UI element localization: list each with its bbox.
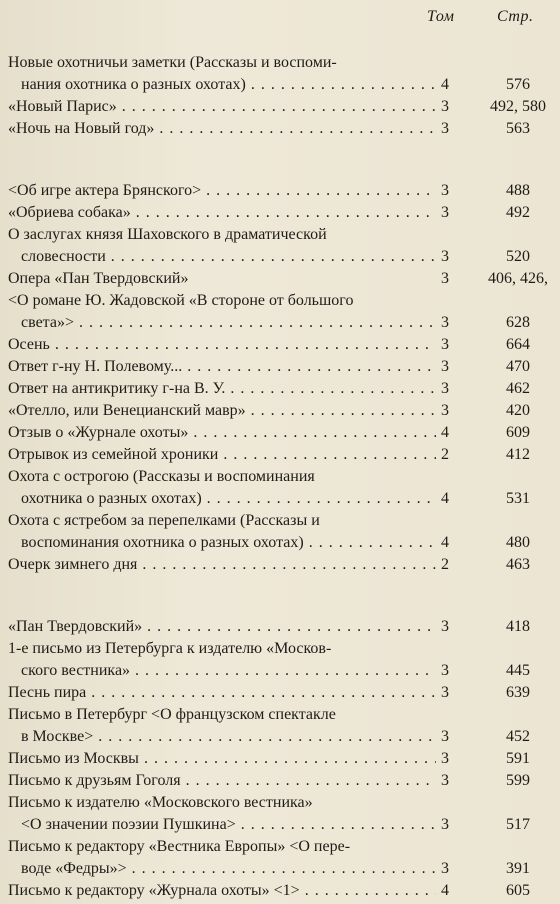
entry-title-line: <О значении поэзии Пушкина> . . . [8,814,436,836]
entry-title-line: Отрывок из семейной хроники . . . [8,444,436,466]
entry-page: 628 [506,314,530,331]
index-entry [8,444,560,466]
entry-volume: 4 [441,882,449,899]
entry-page: 576 [506,76,530,93]
entry-title-line: воспоминания охотника о разных охотах) . . . [8,532,436,554]
entry-page: 391 [506,860,530,877]
entry-page: 520 [506,248,530,265]
entry-title [8,770,436,792]
entry-title-line: Письмо к друзьям Гоголя . . . [8,770,436,792]
entry-title [8,638,436,682]
entry-title [8,466,436,510]
entry-page: 492, 580 [490,98,546,115]
entry-title-line: Ответ на антикритику г-на В. У. . . . [8,378,436,400]
index-entry [8,96,560,118]
entry-title-line: Очерк зимнего дня . . . [8,554,436,576]
index-entry [8,378,560,400]
entry-page: 531 [506,490,530,507]
entry-title [8,290,436,334]
index-entry [8,616,560,638]
entry-page: 664 [506,336,530,353]
entry-page: 563 [506,120,530,137]
entry-title-line: Ответ г-ну Н. Полевому... . . . [8,356,436,378]
entry-title-line: «Отелло, или Венецианский мавр» . . . [8,400,436,422]
entry-volume: 3 [441,248,449,265]
entry-title [8,682,436,704]
entry-title-line: в Москве> . . . [8,726,436,748]
index-entry [8,704,560,748]
entry-title-line: «Ночь на Новый год» . . . [8,118,436,140]
index-entry [8,180,560,202]
index-entry [8,356,560,378]
index-entry [8,118,560,140]
entry-title [8,118,436,140]
entry-page: 412 [506,446,530,463]
index-entry [8,268,560,290]
entry-page: 492 [506,204,530,221]
entry-title [8,224,436,268]
entry-page: 605 [506,882,530,899]
entry-title-line: Письмо в Петербург <О французском спектакле [8,706,336,723]
entry-volume: 3 [441,270,449,287]
volume-column-header: Том [427,8,455,25]
entry-volume: 4 [441,424,449,441]
entry-title [8,268,436,290]
entry-title [8,400,436,422]
entry-title-line: «Новый Парис» . . . [8,96,436,118]
entry-title-line: <О романе Ю. Жадовской «В стороне от большого [8,292,354,309]
entry-title-line: «Пан Твердовский» . . . [8,616,436,638]
index-entry [8,554,560,576]
entry-title [8,836,436,880]
entry-title [8,334,436,356]
entry-volume: 3 [441,204,449,221]
entry-title-line: света»> . . . [8,312,436,334]
index-entry [8,52,560,96]
entry-title-line: Письмо из Москвы . . . [8,748,436,770]
entry-title [8,510,436,554]
entry-volume: 3 [441,336,449,353]
entry-title-line: Отзыв о «Журнале охоты» . . . [8,422,436,444]
entry-volume: 3 [441,380,449,397]
entry-title [8,422,436,444]
entry-title [8,378,436,400]
entry-page: 639 [506,684,530,701]
index-entry [8,224,560,268]
entry-title-line: Песнь пира . . . [8,682,436,704]
entry-title-line: нания охотника о разных охотах) . . . [8,74,436,96]
entry-volume: 3 [441,618,449,635]
entry-volume: 3 [441,772,449,789]
index-entry [8,400,560,422]
index-entry [8,836,560,880]
entry-page: 462 [506,380,530,397]
entry-title [8,96,436,118]
entry-volume: 3 [441,750,449,767]
entry-title-line: «Обриева собака» . . . [8,202,436,224]
entry-volume: 2 [441,446,449,463]
index-entry [8,880,560,902]
entry-title-line: Письмо к издателю «Московского вестника» [8,794,313,811]
index-entry [8,202,560,224]
entry-title [8,444,436,466]
entry-page: 591 [506,750,530,767]
entry-title-line: ского вестника» . . . [8,660,436,682]
entry-page: 420 [506,402,530,419]
entry-volume: 3 [441,860,449,877]
entry-page: 418 [506,618,530,635]
entry-page: 609 [506,424,530,441]
entry-title-line: словесности . . . [8,246,436,268]
entry-volume: 4 [441,490,449,507]
index-entry [8,638,560,682]
entry-volume: 3 [441,120,449,137]
entry-title-line: Охота с острогою (Рассказы и воспоминания [8,468,315,485]
entry-title-line: Письмо к редактору «Вестника Европы» <О пере- [8,838,351,855]
entry-title [8,554,436,576]
page-column-header: Стр. [497,8,534,25]
entry-volume: 3 [441,662,449,679]
entry-title [8,704,436,748]
entry-title [8,52,436,96]
index-entry [8,510,560,554]
index-entry [8,334,560,356]
entry-volume: 3 [441,98,449,115]
entry-page: 599 [506,772,530,789]
entry-title [8,880,436,902]
index-entry [8,682,560,704]
entry-volume: 4 [441,76,449,93]
entry-title-line: О заслугах князя Шаховского в драматической [8,226,327,243]
entry-title-line: охотника о разных охотах) . . . [8,488,436,510]
entry-title-line: Новые охотничьи заметки (Рассказы и воспоми- [8,54,337,71]
entry-volume: 3 [441,314,449,331]
entry-title [8,202,436,224]
entry-volume: 3 [441,402,449,419]
entry-volume: 3 [441,182,449,199]
entry-title-line: 1-е письмо из Петербурга к издателю «Москов- [8,640,332,657]
entry-title [8,180,436,202]
entry-title [8,616,436,638]
entry-page: 488 [506,182,530,199]
entry-volume: 3 [441,728,449,745]
index-entry [8,290,560,334]
entry-title [8,792,436,836]
entry-title-line: Письмо к редактору «Журнала охоты» <1> . . . [8,880,436,902]
entry-page: 406, 426, [488,270,548,287]
index-entry [8,770,560,792]
entry-volume: 3 [441,684,449,701]
index-entry [8,748,560,770]
entry-title [8,356,436,378]
entry-page: 470 [506,358,530,375]
entry-volume: 3 [441,358,449,375]
index-entry [8,466,560,510]
index-entry [8,422,560,444]
entry-title-line: Охота с ястребом за перепелками (Рассказы и [8,512,320,529]
entry-title-line: Опера «Пан Твердовский» [8,270,189,287]
entry-title-line: Осень . . . [8,334,436,356]
entry-page: 517 [506,816,530,833]
entry-volume: 3 [441,816,449,833]
entry-title [8,748,436,770]
entry-page: 463 [506,556,530,573]
entry-title-line: <Об игре актера Брянского> . . . [8,180,436,202]
entry-volume: 2 [441,556,449,573]
entry-page: 480 [506,534,530,551]
entry-title-line: воде «Федры»> . . . [8,858,436,880]
entry-page: 452 [506,728,530,745]
index-entry [8,792,560,836]
entry-volume: 4 [441,534,449,551]
entry-page: 445 [506,662,530,679]
